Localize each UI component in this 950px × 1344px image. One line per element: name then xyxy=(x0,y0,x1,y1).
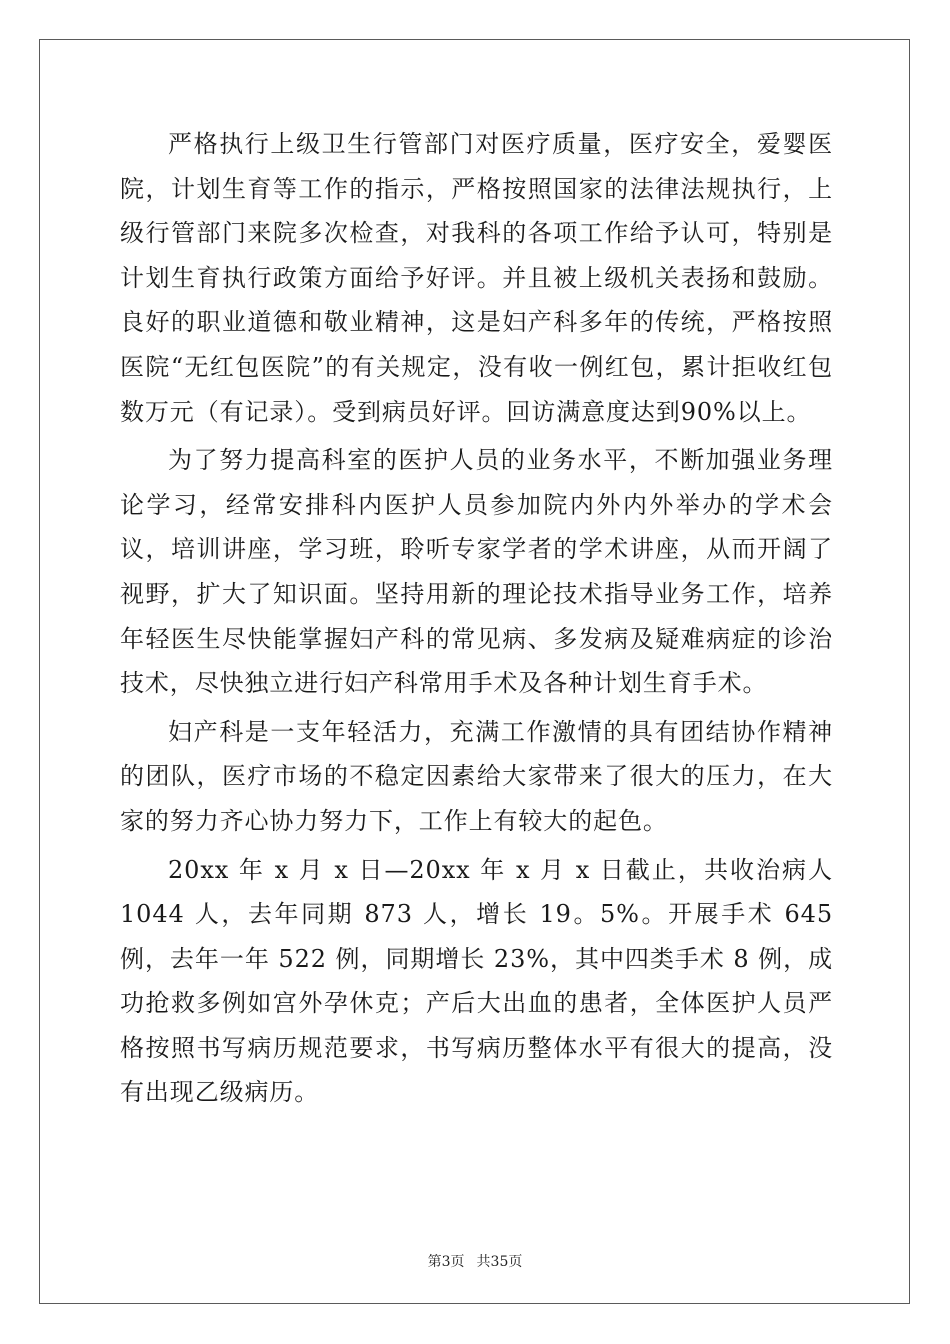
paragraph-2: 为了努力提高科室的医护人员的业务水平，不断加强业务理论学习，经常安排科内医护人员参加院内外内外举办的学术会议，培训讲座，学习班，聆听专家学者的学术讲座，从而开阔了视野，扩大了知识面。坚持用新的理论技术指导业务工作，培养年轻医生尽快能掌握妇产科的常见病、多发病及疑难病症的诊治技术，尽快独立进行妇产科常用手术及各种计划生育手术。 xyxy=(120,446,833,698)
total-pages: 共35页 xyxy=(476,1254,523,1270)
page-number: 第3页 xyxy=(427,1254,465,1270)
paragraph-1: 严格执行上级卫生行管部门对医疗质量，医疗安全，爱婴医院，计划生育等工作的指示，严格按照国家的法律法规执行，上级行管部门来院多次检查，对我科的各项工作给予认可，特别是计划生育执行政策方面给予好评。并且被上级机关表扬和鼓励。良好的职业道德和敬业精神，这是妇产科多年的传统，严格按照医院“无红包医院”的有关规定，没有收一例红包，累计拒收红包数万元（有记录）。受到病员好评。回访满意度达到90%以上。 xyxy=(120,130,833,426)
page-footer xyxy=(0,1251,950,1271)
document-body xyxy=(120,122,833,1119)
paragraph-3: 妇产科是一支年轻活力，充满工作激情的具有团结协作精神的团队，医疗市场的不稳定因素给大家带来了很大的压力，在大家的努力齐心协力努力下，工作上有较大的起色。 xyxy=(120,717,833,835)
paragraph-4: 20xx 年 x 月 x 日—20xx 年 x 月 x 日截止，共收治病人 1044 人，去年同期 873 人，增长 19。5%。开展手术 645 例，去年一年 522 例，同期增长 23%，其中四类手术 8 例，成功抢救多例如宫外孕休克；产后大出血的患者，全体医护人员严格按照书写病历规范要求，书写病历整体水平有很大的提高，没有出现乙级病历。 xyxy=(120,855,833,1107)
